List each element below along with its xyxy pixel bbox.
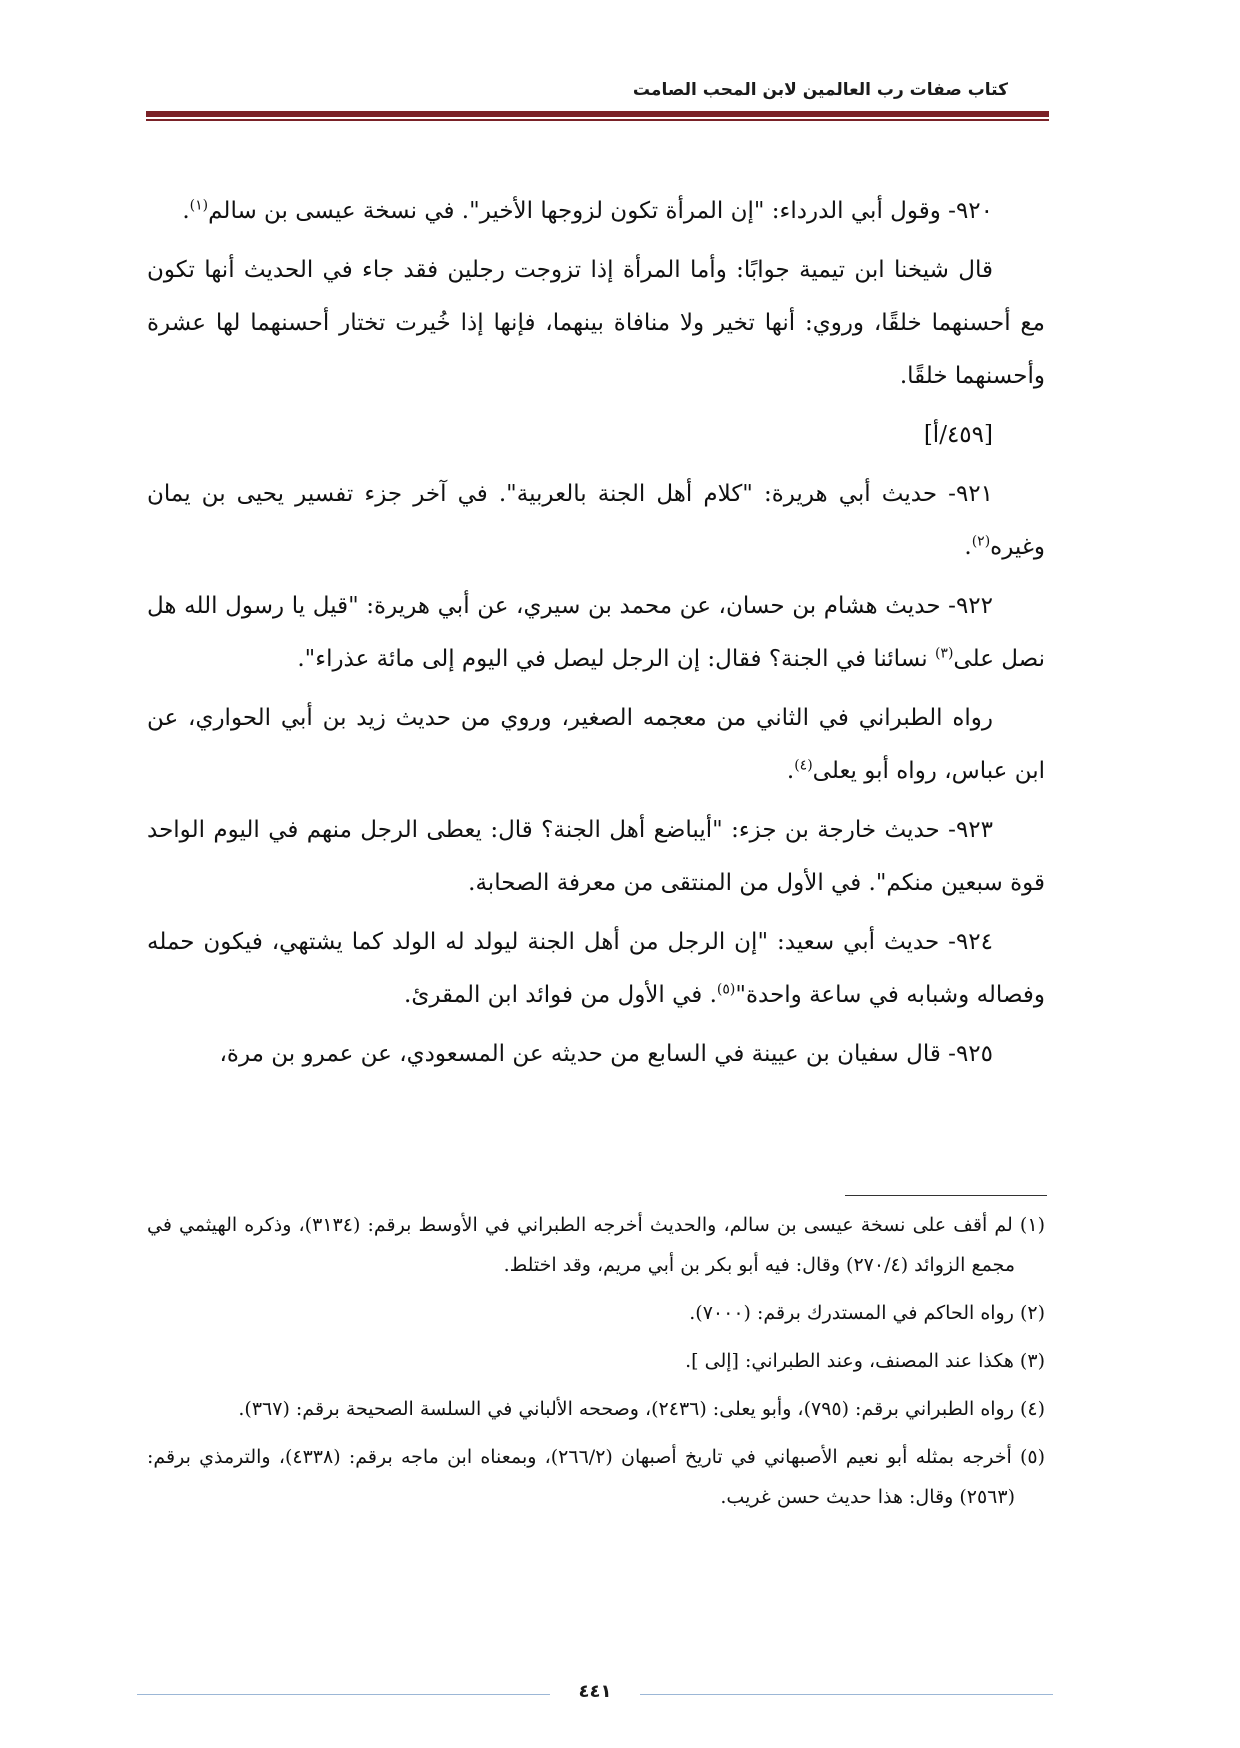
footnote-ref-1[interactable]: (١) [189, 197, 209, 214]
footnote-1: (١) لم أقف على نسخة عيسى بن سالم، والحديث أخرجه الطبراني في الأوسط برقم: (٣١٣٤)، وذكره الهيثمي في مجمع الزوائد (٢٧٠/٤) وقال: فيه أبو بكر بن أبي مريم، وقد اختلط. [147, 1214, 1045, 1276]
paragraph-tail: . [182, 198, 190, 224]
footnote-separator [845, 1195, 1047, 1196]
footnote-3: (٣) هكذا عند المصنف، وعند الطبراني: [إلى ]. [685, 1350, 1045, 1372]
paragraph-text-continued: . في الأول من فوائد ابن المقرئ. [404, 982, 717, 1008]
footnote-ref-4[interactable]: (٤) [794, 757, 813, 774]
running-header-title: كتاب صفات رب العالمين لابن المحب الصامت [632, 80, 1008, 100]
footnote-5: (٥) أخرجه بمثله أبو نعيم الأصبهاني في تاريخ أصبهان (٢٦٦/٢)، وبمعناه ابن ماجه برقم: (٤٣٣٨)، والترمذي برقم: (٢٥٦٣) وقال: هذا حديث حسن غريب. [147, 1446, 1045, 1508]
paragraph-tail: . [786, 758, 795, 784]
footer-line-left [137, 1694, 550, 1695]
paragraph-922 [147, 580, 1045, 686]
paragraph-text: رواه الطبراني في الثاني من معجمه الصغير، وروي من حديث زيد بن أبي الحواري، عن ابن عباس، رواه أبو يعلى [147, 705, 1045, 784]
page-number: ٤٤١ [578, 1681, 612, 1702]
header-rule-thick [146, 111, 1049, 117]
paragraph-923 [147, 804, 1045, 910]
footnote-2: (٢) رواه الحاكم في المستدرك برقم: (٧٠٠٠). [689, 1302, 1045, 1324]
paragraph-921 [147, 468, 1045, 574]
paragraph-text: ٩٢٥- قال سفيان بن عيينة في السابع من حديثه عن المسعودي، عن عمرو بن مرة، [219, 1041, 993, 1067]
paragraph-924 [147, 916, 1045, 1022]
paragraph-ibn-taymiyyah [147, 244, 1045, 403]
footnote-ref-3[interactable]: (٣) [934, 645, 954, 662]
paragraph-text: ٩٢٤- حديث أبي سعيد: "إن الرجل من أهل الجنة ليولد له الولد كما يشتهي، فيكون حمله وفصاله وشبابه في ساعة واحدة" [147, 929, 1045, 1008]
footnote-ref-5[interactable]: (٥) [716, 981, 736, 998]
header-rule-thin [146, 119, 1049, 121]
footnote-ref-2[interactable]: (٢) [971, 533, 991, 550]
paragraph-text: ٩٢١- حديث أبي هريرة: "كلام أهل الجنة بالعربية". في آخر جزء تفسير يحيى بن يمان وغيره [147, 481, 1045, 560]
footnote-4: (٤) رواه الطبراني برقم: (٧٩٥)، وأبو يعلى: (٢٤٣٦)، وصححه الألباني في السلسة الصحيحة برقم: (٣٦٧). [238, 1398, 1045, 1420]
paragraph-925 [147, 1028, 1045, 1081]
paragraph-text: قال شيخنا ابن تيمية جوابًا: وأما المرأة إذا تزوجت رجلين فقد جاء في الحديث أنها تكون مع أحسنهما خلقًا، وروي: أنها تخير ولا منافاة بينهما، فإنها إذا خُيرت تختار أحسنهما لها عشرة وأحسنهما خلقًا. [147, 257, 1045, 389]
footnotes-section [147, 1205, 1045, 1525]
paragraph-tail: . [964, 534, 972, 560]
paragraph-text: ٩٢٣- حديث خارجة بن جزء: "أيباضع أهل الجنة؟ قال: يعطى الرجل منهم في اليوم الواحد قوة سبعين منكم". في الأول من المنتقى من معرفة الصحابة. [147, 817, 1045, 896]
main-text [147, 185, 1045, 1087]
folio-text: [٤٥٩/أ] [923, 422, 993, 448]
paragraph-tabarani [147, 692, 1045, 798]
paragraph-text: ٩٢٢- حديث هشام بن حسان، عن محمد بن سيري، عن أبي هريرة: "قيل يا رسول الله هل نصل على [147, 593, 1045, 672]
footer-line-right [640, 1694, 1053, 1695]
paragraph-920 [147, 185, 1045, 238]
manuscript-folio-marker [147, 409, 1045, 462]
paragraph-text-continued: نسائنا في الجنة؟ فقال: إن الرجل ليصل في اليوم إلى مائة عذراء". [297, 646, 935, 672]
paragraph-text: ٩٢٠- وقول أبي الدرداء: "إن المرأة تكون لزوجها الأخير". في نسخة عيسى بن سالم [208, 198, 993, 224]
